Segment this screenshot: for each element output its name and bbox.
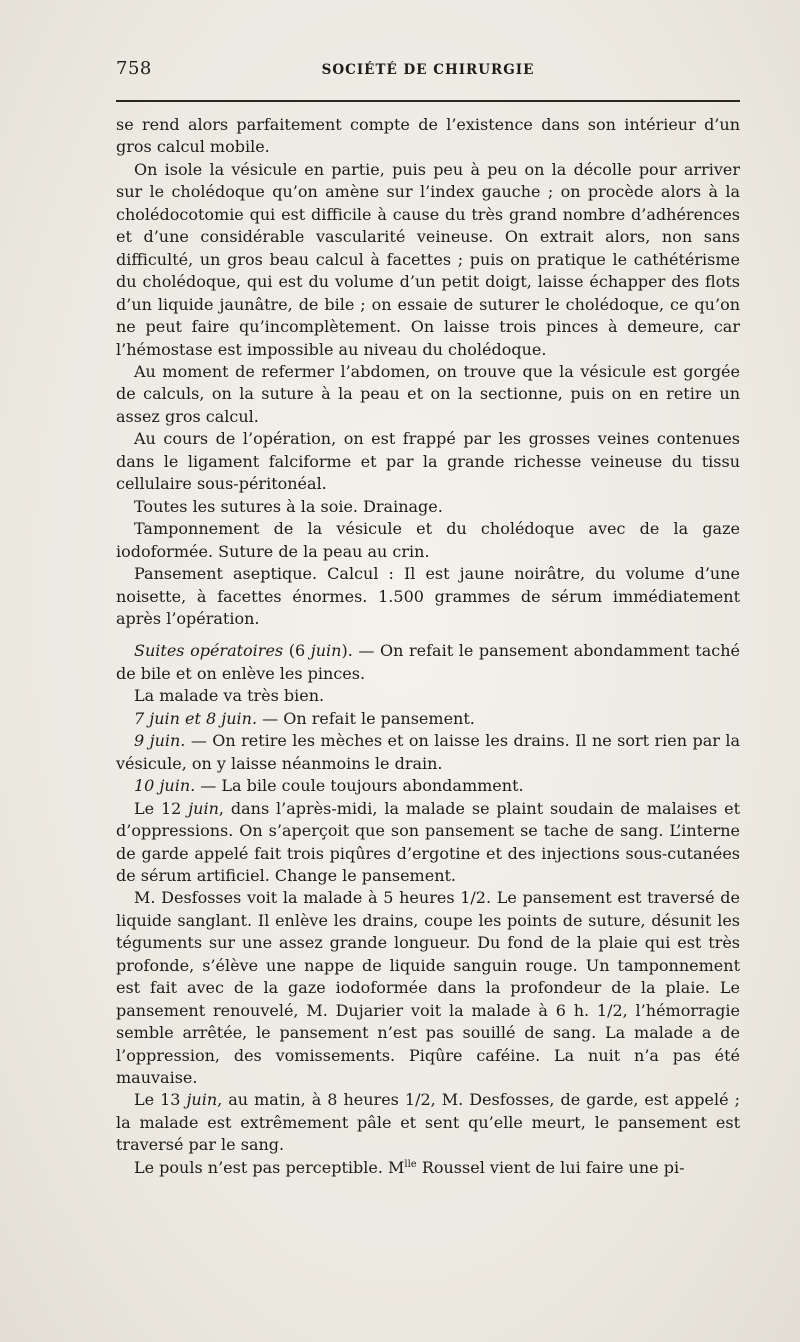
- paragraph-14: M. Desfosses voit la malade à 5 heures 1/2. Le pansement est traversé de liquide sanglant. Il enlève les drains, coupe les points de suture, désunit les téguments sur une assez grande longueur. Du fond de la plaie qui est très profonde, s’élève une nappe de liquide sanguin rouge. Un tamponnement est fait avec de la gaze iodoformée dans la profondeur de la plaie. Le pansement renouvelé, M. Dujarier voit la malade à 6 h. 1/2, l’hémorragie semble arrêtée, le pansement n’est pas souillé de sang. La malade a de l’oppression, des vomissements. Piqûre caféine. La nuit n’a pas été mauvaise.: [116, 888, 740, 1088]
- paragraph-7: Pansement aseptique. Calcul : Il est jaune noirâtre, du volume d’une noisette, à facettes énormes. 1.500 grammes de sérum immédiatement après l’opération.: [116, 564, 740, 628]
- page-header: [116, 58, 740, 84]
- paragraph-12: 10 juin. — La bile coule toujours abondamment.: [134, 776, 524, 796]
- paragraph-1: se rend alors parfaitement compte de l’existence dans son intérieur d’un gros calcul mobile.: [116, 115, 740, 157]
- paragraph-5: Toutes les sutures à la soie. Drainage.: [134, 496, 443, 516]
- paragraph-15: Le 13 juin, au matin, à 8 heures 1/2, M. Desfosses, de garde, est appelé ; la malade est extrêmement pâle et sent qu’elle meurt, le pansement est traversé par le sang.: [116, 1090, 741, 1155]
- body-text: [116, 114, 740, 1179]
- paragraph-3: Au moment de refermer l’abdomen, on trouve que la vésicule est gorgée de calculs, on la suture à la peau et on la sectionne, puis on en retire un assez gros calcul.: [116, 361, 740, 426]
- paragraph-4: Au cours de l’opération, on est frappé par les grosses veines contenues dans le ligament falciforme et par la grande richesse veineuse du tissu cellulaire sous-péritonéal.: [116, 429, 740, 494]
- paragraph-13: Le 12 juin, dans l’après-midi, la malade se plaint soudain de malaises et d’oppressions. On s’aperçoit que son pansement se tache de sang. L’interne de garde appelé fait trois piqûres d’ergotine et des injections sous-cutanées de sérum artificiel. Change le pansement.: [116, 798, 741, 885]
- paragraph-2: On isole la vésicule en partie, puis peu à peu on la décolle pour arriver sur le cholédoque qu’on amène sur l’index gauche ; on procède alors à la cholédocotomie qui est difficile à cause du très grand nombre d’adhérences et d’une considérable vascularité veineuse. On extrait alors, non sans difficulté, un gros beau calcul à facettes ; puis on pratique le cathétérisme du cholédoque, qui est du volume d’un petit doigt, laisse échapper des flots d’un liquide jaunâtre, de bile ; on essaie de suturer le cholédoque, ce qu’on ne peut faire qu’incomplètement. On laisse trois pinces à demeure, car l’hémostase est impossible au niveau du cholédoque.: [116, 159, 740, 359]
- running-head: SOCIÉTÉ DE CHIRURGIE: [321, 62, 535, 78]
- header-rule: [116, 100, 740, 102]
- paragraph-10: 7 juin et 8 juin. — On refait le pansement.: [134, 708, 475, 728]
- paragraph-6: Tamponnement de la vésicule et du cholédoque avec de la gaze iodoformée. Suture de la peau au crin.: [116, 519, 740, 561]
- paragraph-9: La malade va très bien.: [134, 686, 325, 706]
- page-number: 758: [116, 58, 152, 79]
- suites-heading: Suites opératoires: [134, 641, 284, 661]
- paragraph-8: Suites opératoires (6 juin). — On refait le pansement abondamment taché de bile et on enlève les pinces.: [116, 641, 741, 683]
- paragraph-11: 9 juin. — On retire les mèches et on laisse les drains. Il ne sort rien par la vésicule, on y laisse néanmoins le drain.: [116, 731, 740, 773]
- paragraph-16: Le pouls n’est pas perceptible. $M^{lle}$ Roussel vient de lui faire une pi-: [134, 1157, 685, 1177]
